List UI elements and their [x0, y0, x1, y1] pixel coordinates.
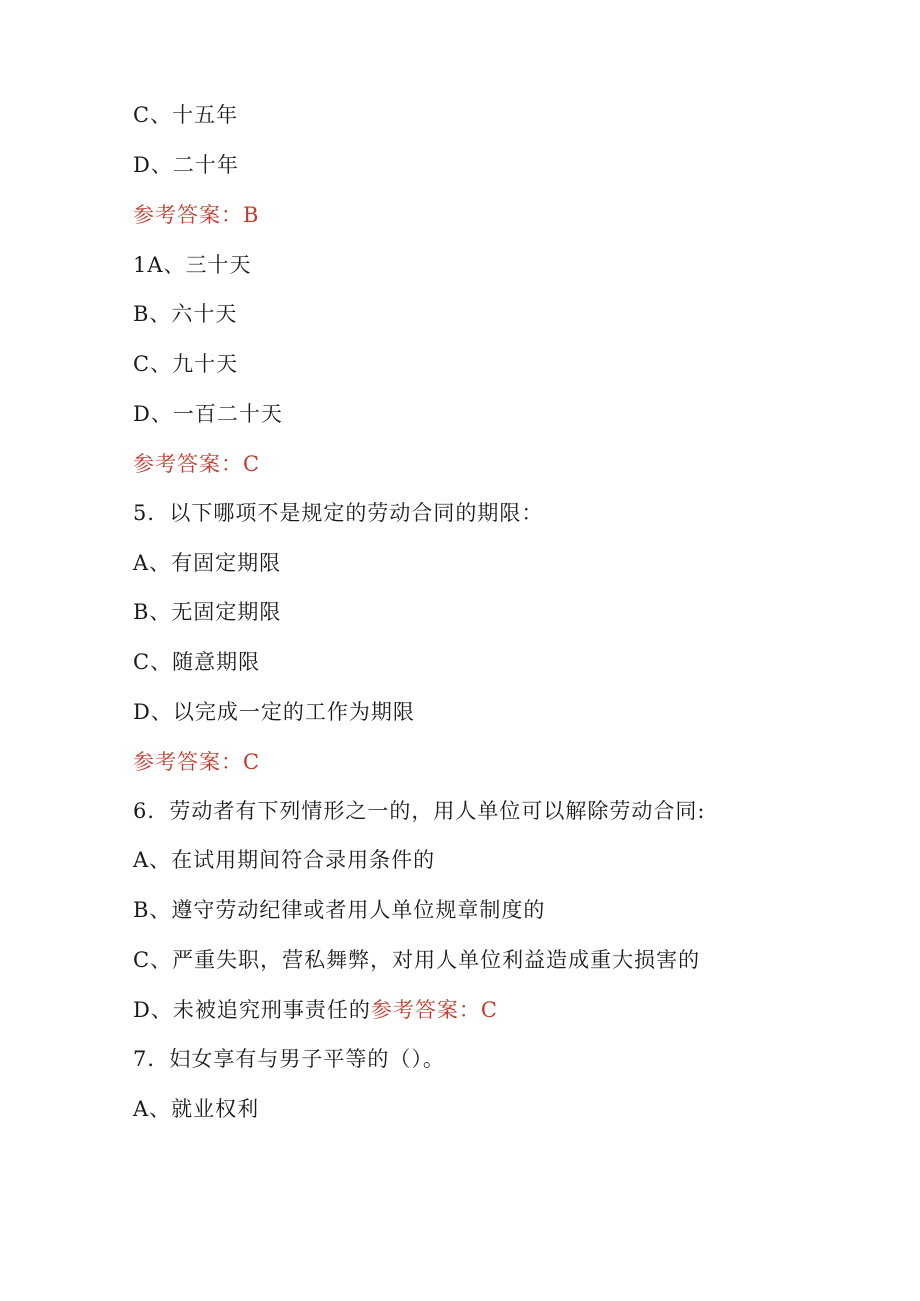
- question-6: 6．劳动者有下列情形之一的，用人单位可以解除劳动合同:: [133, 799, 706, 823]
- option-a-q5: A、有固定期限: [133, 551, 282, 575]
- option-b-q6: B、遵守劳动纪律或者用人单位规章制度的: [133, 898, 546, 922]
- answer-q5: 参考答案：C: [133, 750, 261, 774]
- option-a-q7: A、就业权利: [133, 1097, 260, 1121]
- option-b-q4: B、六十天: [133, 302, 238, 326]
- option-d-q5: D、以完成一定的工作为期限: [133, 700, 415, 724]
- option-a-q6: A、在试用期间符合录用条件的: [133, 848, 436, 872]
- option-a-q4: 1A、三十天: [133, 253, 252, 277]
- question-5: 5．以下哪项不是规定的劳动合同的期限：: [133, 501, 544, 525]
- option-d-q6: D、未被追究刑事责任的: [133, 998, 371, 1022]
- question-7: 7．妇女享有与男子平等的（）。: [133, 1047, 445, 1071]
- option-d-q3: D、二十年: [133, 153, 239, 177]
- option-c-q3: C、十五年: [133, 103, 239, 127]
- option-d-q6-with-answer: [133, 996, 498, 1024]
- option-c-q4: C、九十天: [133, 352, 239, 376]
- option-d-q4: D、一百二十天: [133, 402, 283, 426]
- option-c-q5: C、随意期限: [133, 650, 261, 674]
- option-b-q5: B、无固定期限: [133, 600, 282, 624]
- answer-q6: 参考答案：C: [370, 998, 498, 1022]
- answer-q3: 参考答案：B: [133, 203, 260, 227]
- option-c-q6: C、严重失职，营私舞弊，对用人单位利益造成重大损害的: [133, 948, 701, 972]
- answer-q4: 参考答案：C: [133, 452, 261, 476]
